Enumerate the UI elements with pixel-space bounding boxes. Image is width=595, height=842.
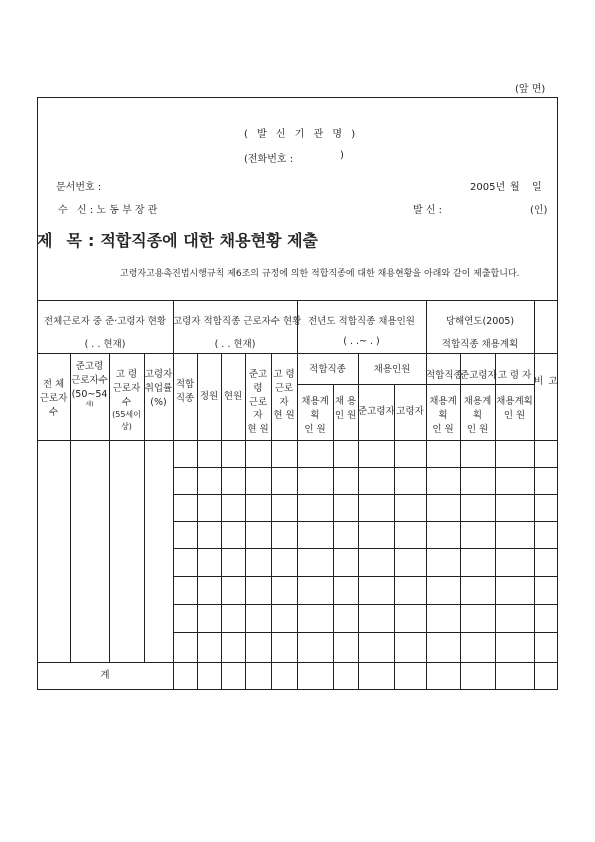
note-header: 비 고 <box>534 376 559 387</box>
doc-number-label: 문서번호 : <box>56 182 102 193</box>
plan-fit-people: 채용계획 인 원 <box>429 396 457 435</box>
col-elderly: 고 령 근로자수 (55세이상) <box>112 369 141 431</box>
group4-header: 당해연도(2005) <box>445 316 515 327</box>
date-year: 2005년 <box>470 182 506 193</box>
col-employment-rate: 고령자 취업률 (%) <box>144 369 173 408</box>
group1-date: ( . . 현재) <box>84 339 126 350</box>
group4-sub: 적합직종 채용계획 <box>441 339 519 350</box>
sub-plan-semi: 준고령자 <box>460 370 497 381</box>
seal-mark: (인) <box>530 205 548 216</box>
col-elderly-current: 고 령 근로자 현 원 <box>273 369 295 422</box>
subject-label-1: 제 <box>37 231 53 250</box>
phone-close: ) <box>340 150 344 161</box>
col-semi-current: 준고령 근로자 현 원 <box>247 369 269 436</box>
sub-plan-elderly: 고 령 자 <box>497 370 532 381</box>
page-side-label: (앞 면) <box>515 84 546 95</box>
sender-label: 발 신 : <box>413 205 443 216</box>
recipient-value: 신 : 노 동 부 장 관 <box>77 205 158 216</box>
col-elderly-hired: 고령자 <box>396 406 424 417</box>
date-day: 일 <box>532 182 542 193</box>
group2-header: 고령자 적합직종 근로자수 현황 <box>173 316 302 327</box>
total-row-label: 계 <box>100 670 110 681</box>
intro-text: 고령자고용촉진법시행규칙 제6조의 규정에 의한 적합직종에 대한 채용현황을 아래와 같이 제출합니다. <box>120 269 520 279</box>
col-total-workers: 전 체 근로자수 <box>39 379 68 418</box>
group2-date: ( . . 현재) <box>214 339 256 350</box>
phone-label: (전화번호 : <box>244 154 294 165</box>
group3-date: ( . .~ . ) <box>343 336 380 347</box>
subject-colon: : <box>87 231 95 250</box>
col-semi-elderly: 준고령 근로자수 (50~54 세) <box>71 361 108 409</box>
col-plan-people: 채용계획 인 원 <box>301 396 329 435</box>
group3-header: 전년도 적합직종 채용인원 <box>308 316 415 327</box>
subject-text: 적합직종에 대한 채용현황 제출 <box>100 231 318 250</box>
sub-fit-job: 적합직종 <box>309 364 346 375</box>
sub-hire-count: 채용인원 <box>373 364 411 375</box>
plan-elderly-people: 채용계획 인 원 <box>496 396 533 421</box>
recipient-label: 수 <box>58 205 68 216</box>
col-quota: 정원 <box>199 391 219 402</box>
group1-header: 전체근로자 중 준·고령자 현황 <box>43 316 167 327</box>
subject-label-2: 목 <box>66 231 82 250</box>
col-hired-people: 채 용 인 원 <box>334 396 357 421</box>
col-current: 현원 <box>223 391 243 402</box>
agency-name: ( 발 신 기 관 명 ) <box>244 129 359 140</box>
date-month: 월 <box>510 182 520 193</box>
plan-semi-people: 채용계획 인 원 <box>463 396 492 435</box>
col-fit-job: 적합 직종 <box>175 379 195 404</box>
sub-plan-fit: 적합직종 <box>426 370 463 381</box>
subject-line <box>37 228 318 251</box>
col-semi-elderly-hired: 준고령자 <box>358 406 395 417</box>
